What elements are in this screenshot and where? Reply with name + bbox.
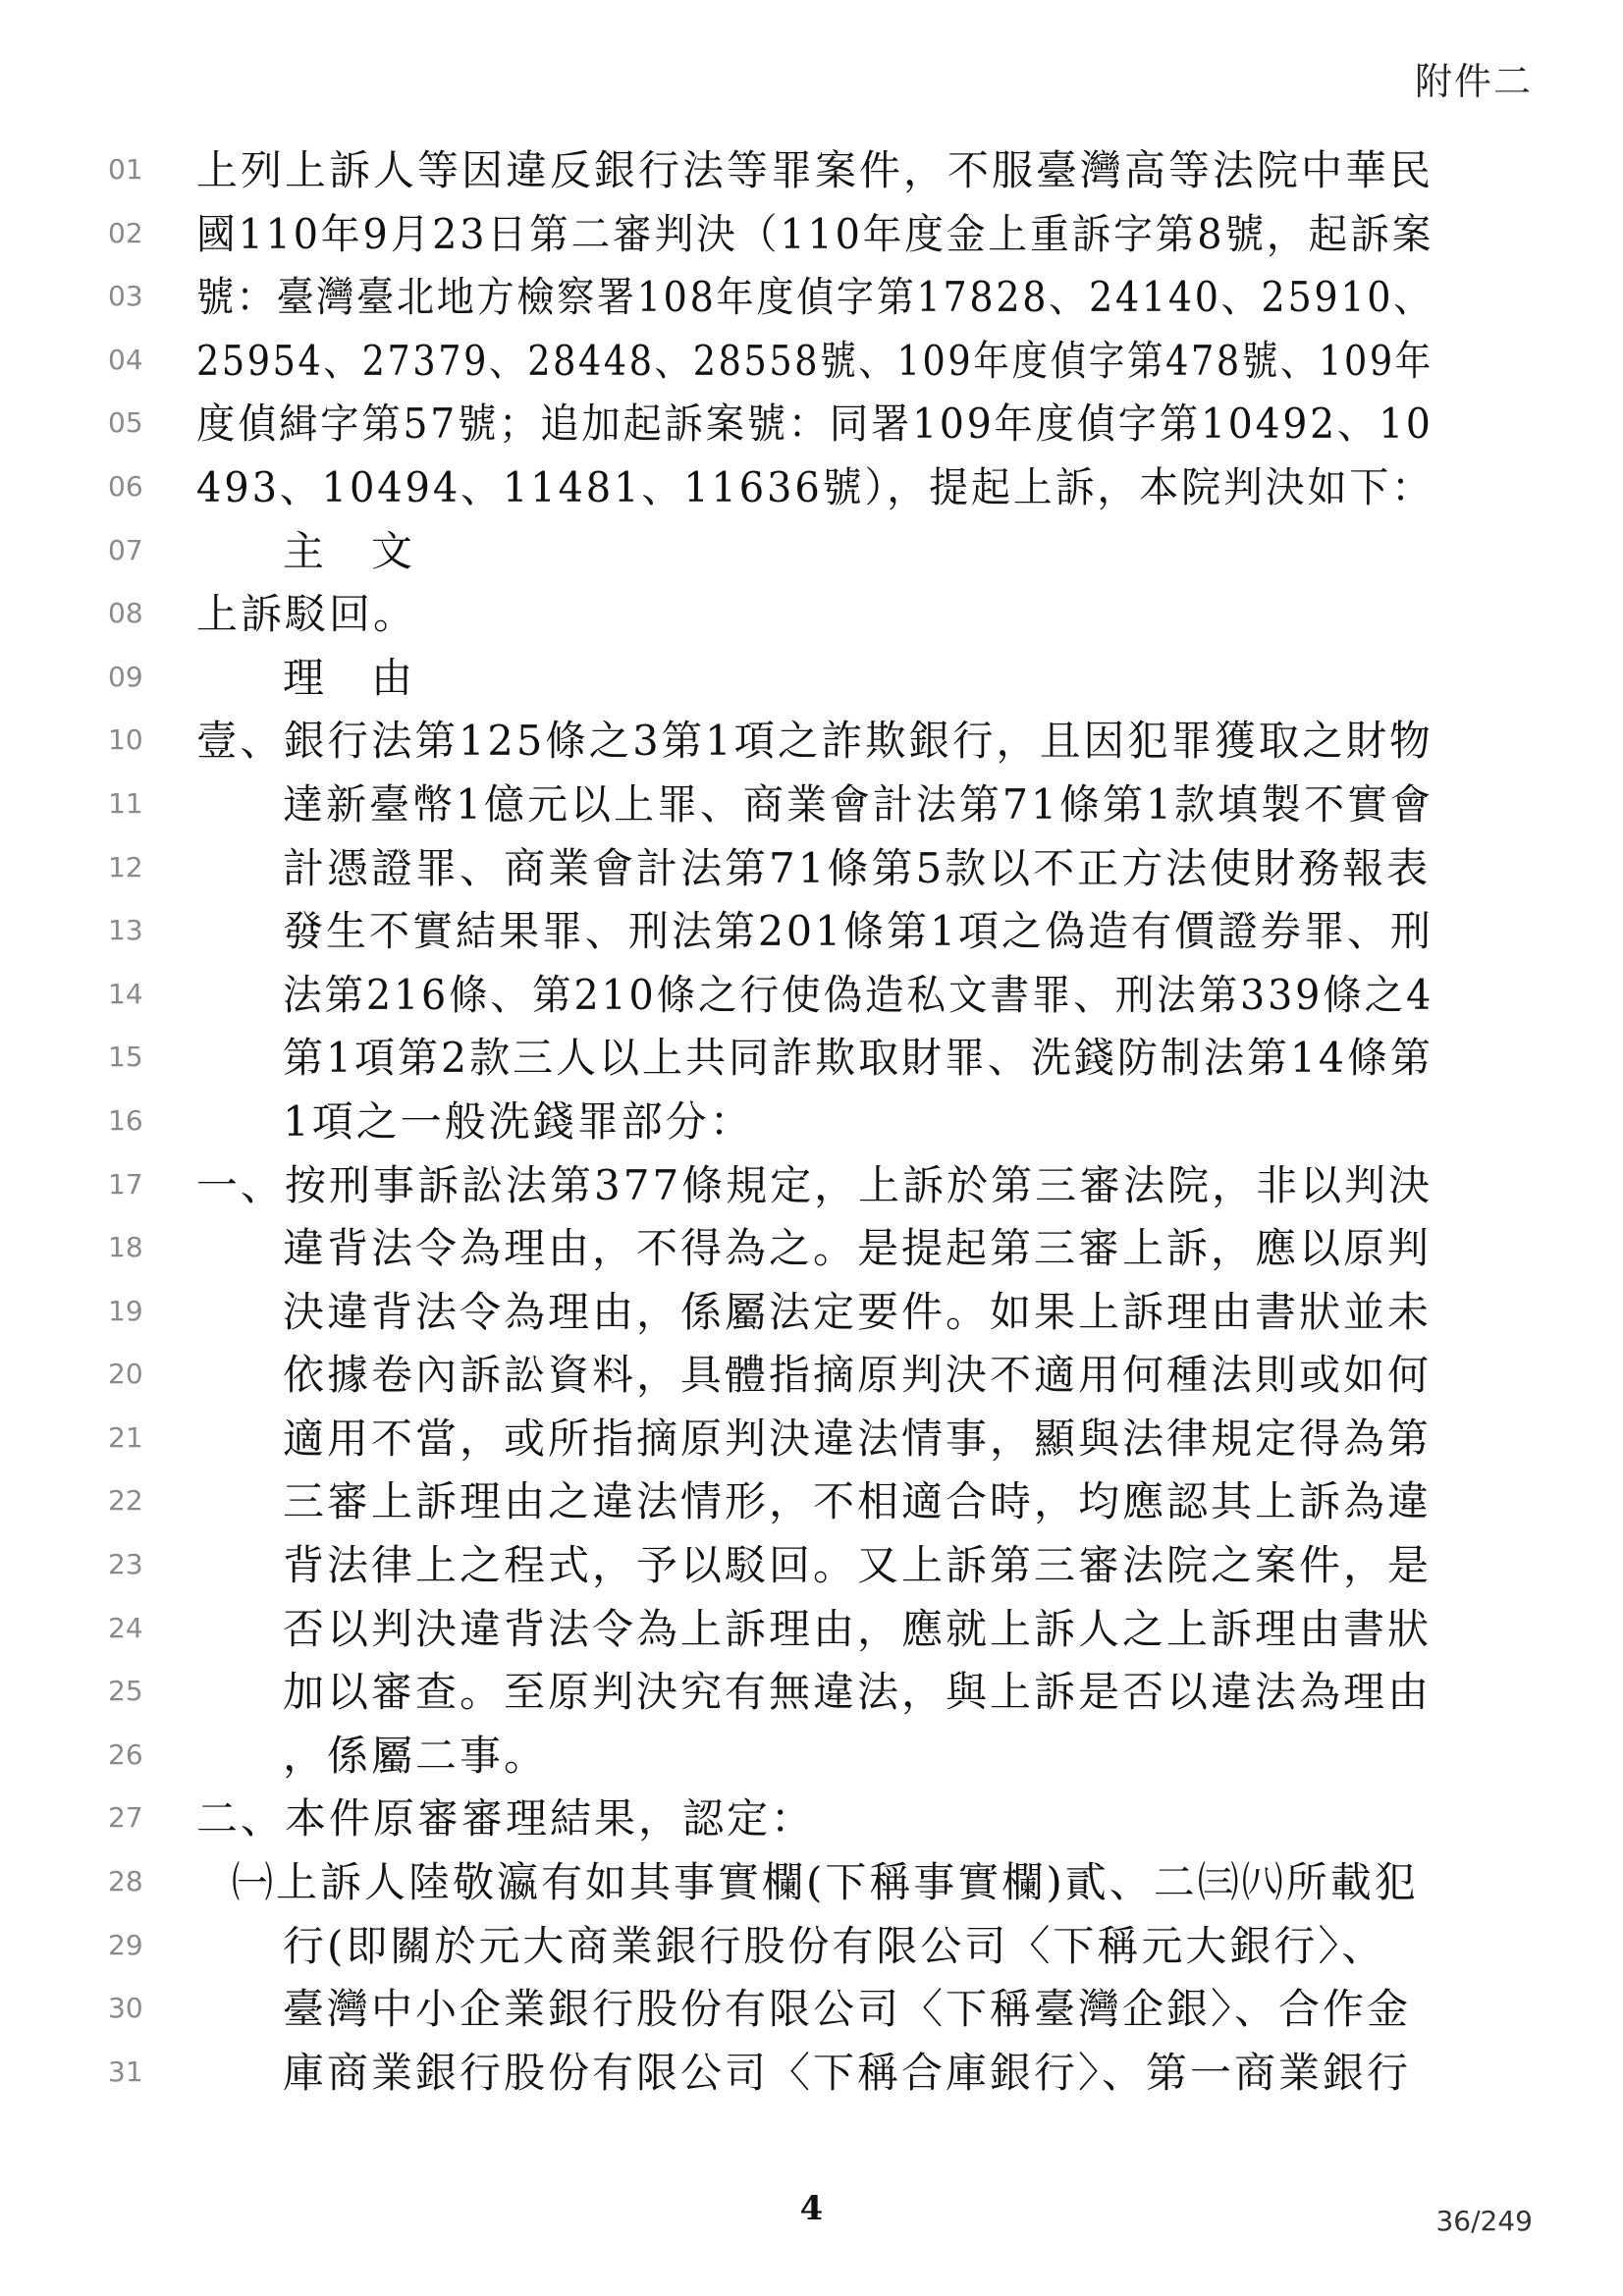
judgment-text-body [0,139,1623,2105]
line-text: 法第216條、第210條之行使偽造私文書罪、刑法第339條之4 [283,970,1434,1019]
text-line [0,900,1623,964]
line-text: 25954、27379、28448、28558號、109年度偵字第478號、109年 [196,336,1434,385]
line-text: 第1項第2款三人以上共同詐欺取財罪、洗錢防制法第14條第 [283,1034,1434,1083]
text-line [0,837,1623,901]
text-line [0,1154,1623,1218]
line-number: 06 [108,469,143,503]
text-line [0,1534,1623,1598]
text-line [0,774,1623,837]
text-line [0,1851,1623,1915]
line-text: 臺灣中小企業銀行股份有限公司〈下稱臺灣企銀〉、合作金 [283,1985,1412,2034]
line-text: 達新臺幣1億元以上罪、商業會計法第71條第1款填製不實會 [283,779,1434,828]
text-line [0,1598,1623,1662]
line-text: 背法律上之程式，予以駁回。又上訴第三審法院之案件，是 [283,1541,1433,1590]
line-number: 02 [108,216,143,249]
line-number: 26 [108,1737,143,1771]
page-counter: 36/249 [1435,2205,1533,2237]
line-text: 違背法令為理由，不得為之。是提起第三審上訴，應以原判 [283,1224,1433,1273]
line-number: 27 [108,1801,143,1835]
text-line [0,647,1623,711]
text-line [0,1217,1623,1281]
text-line [0,583,1623,647]
line-number: 08 [108,597,143,630]
line-number: 05 [108,406,143,440]
text-line [0,1281,1623,1345]
line-text: 號：臺灣臺北地方檢察署108年度偵字第17828、24140、25910、 [196,273,1434,322]
line-number: 12 [108,850,143,883]
line-number: 24 [108,1611,143,1644]
text-line [0,203,1623,267]
line-number: 17 [108,1167,143,1201]
text-line [0,1978,1623,2042]
line-text: 理 由 [283,653,416,702]
text-line [0,1725,1623,1789]
line-number: 29 [108,1928,143,1961]
line-text: 否以判決違背法令為上訴理由，應就上訴人之上訴理由書狀 [283,1604,1433,1653]
line-text: 國110年9月23日第二審判決（110年度金上重訴字第8號，起訴案 [196,209,1434,258]
text-line [0,964,1623,1028]
text-line [0,1027,1623,1091]
line-number: 30 [108,1992,143,2025]
line-text: 主 文 [283,526,416,575]
line-text: 壹、銀行法第125條之3第1項之詐欺銀行，且因犯罪獲取之財物 [196,717,1434,766]
line-text: 決違背法令為理由，係屬法定要件。如果上訴理由書狀並未 [283,1287,1433,1336]
line-text: 加以審查。至原判決究有無違法，與上訴是否以違法為理由 [283,1668,1433,1717]
line-text: 三審上訴理由之違法情形，不相適合時，均應認其上訴為違 [283,1477,1433,1526]
line-text: 依據卷內訴訟資料，具體指摘原判決不適用何種法則或如何 [283,1351,1433,1400]
text-line [0,710,1623,774]
text-line [0,1915,1623,1979]
line-number: 01 [108,153,143,186]
attachment-label: 附件二 [1414,60,1533,103]
text-line [0,139,1623,203]
page-number: 4 [799,2189,824,2228]
text-line [0,330,1623,394]
line-text: ㈠上訴人陸敬瀛有如其事實欄(下稱事實欄)貳、二㈢㈧所載犯 [232,1858,1419,1907]
line-number: 22 [108,1484,143,1518]
text-line [0,456,1623,520]
line-number: 19 [108,1294,143,1327]
line-number: 03 [108,280,143,313]
line-number: 04 [108,343,143,376]
line-number: 07 [108,533,143,566]
line-text: 二、本件原審審理結果，認定： [196,1794,816,1843]
text-line [0,2042,1623,2106]
line-text: 一、按刑事訴訟法第377條規定，上訴於第三審法院，非以判決 [196,1160,1434,1209]
line-text: 上列上訴人等因違反銀行法等罪案件，不服臺灣高等法院中華民 [196,146,1434,194]
line-number: 21 [108,1420,143,1454]
line-number: 13 [108,914,143,947]
line-number: 23 [108,1548,143,1581]
text-line [0,520,1623,584]
text-line [0,1344,1623,1408]
line-number: 14 [108,977,143,1010]
line-number: 25 [108,1675,143,1708]
line-text: 1項之一般洗錢罪部分： [283,1096,754,1146]
line-number: 15 [108,1041,143,1074]
text-line [0,1408,1623,1471]
line-text: 上訴駁回。 [196,590,418,639]
line-text: 適用不當，或所指摘原判決違法情事，顯與法律規定得為第 [283,1414,1433,1463]
line-text: 計憑證罪、商業會計法第71條第5款以不正方法使財務報表 [283,843,1432,892]
line-text: 庫商業銀行股份有限公司〈下稱合庫銀行〉、第一商業銀行 [283,2048,1412,2097]
line-number: 18 [108,1231,143,1264]
line-text: 493、10494、11481、11636號），提起上訴，本院判決如下： [196,462,1434,511]
line-number: 20 [108,1358,143,1391]
text-line [0,266,1623,330]
text-line [0,1470,1623,1534]
line-number: 31 [108,2055,143,2088]
line-text: 行(即關於元大商業銀行股份有限公司〈下稱元大銀行〉、 [283,1921,1386,1970]
line-text: ，係屬二事。 [283,1731,549,1780]
text-line [0,1091,1623,1154]
line-number: 16 [108,1103,143,1137]
line-text: 發生不實結果罪、刑法第201條第1項之偽造有價證券罪、刑 [283,907,1434,956]
text-line [0,1788,1623,1851]
line-number: 09 [108,660,143,693]
line-number: 28 [108,1865,143,1898]
text-line [0,1661,1623,1725]
line-number: 10 [108,723,143,757]
line-text: 度偵緝字第57號；追加起訴案號：同署109年度偵字第10492、10 [196,400,1434,449]
text-line [0,393,1623,456]
line-number: 11 [108,786,143,820]
